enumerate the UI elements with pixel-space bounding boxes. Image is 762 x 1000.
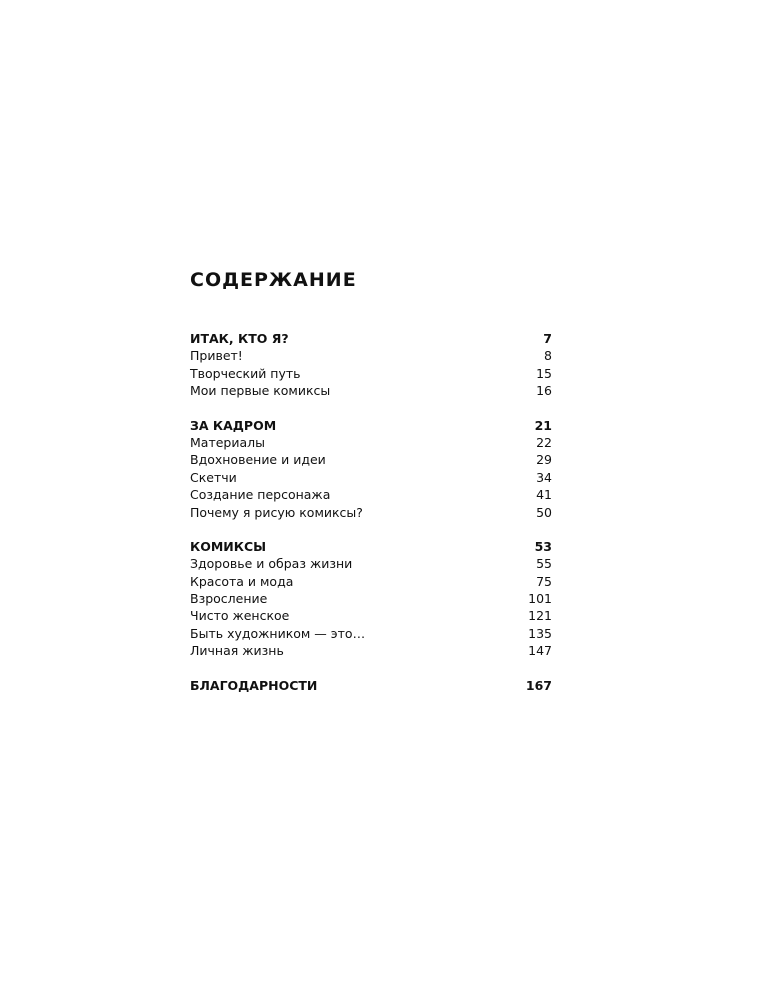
toc-entry-label: Почему я рисую комиксы? — [190, 504, 363, 520]
toc-page-number: 7 — [543, 331, 552, 346]
toc-entry[interactable] — [190, 504, 552, 521]
toc-entry[interactable] — [190, 469, 552, 486]
toc-heading-row[interactable] — [190, 538, 552, 555]
toc-section — [190, 330, 552, 400]
toc-entry[interactable] — [190, 642, 552, 659]
toc-entry-label: Создание персонажа — [190, 487, 331, 503]
toc-page-number: 8 — [544, 348, 552, 364]
toc-section — [190, 677, 552, 694]
toc-entry-label: Личная жизнь — [190, 643, 284, 659]
toc-heading-row[interactable] — [190, 330, 552, 347]
toc-entry-label: Скетчи — [190, 469, 237, 485]
toc-entry[interactable] — [190, 625, 552, 642]
toc-page-number: 22 — [536, 434, 552, 450]
toc-heading-label: БЛАГОДАРНОСТИ — [190, 677, 318, 693]
toc-entry[interactable] — [190, 555, 552, 572]
toc-page-number: 15 — [536, 365, 552, 381]
toc-entry[interactable] — [190, 365, 552, 382]
toc-entry[interactable] — [190, 347, 552, 364]
toc-entry-label: Красота и мода — [190, 573, 294, 589]
toc-entry-label: Привет! — [190, 348, 243, 364]
toc-heading-label: ИТАК, КТО Я? — [190, 331, 289, 346]
toc-page-number: 16 — [536, 383, 552, 399]
toc-entry-label: Здоровье и образ жизни — [190, 556, 353, 572]
toc-entry-label: Мои первые комиксы — [190, 383, 331, 399]
toc-page-number: 21 — [534, 417, 552, 433]
toc-entry[interactable] — [190, 607, 552, 624]
toc-heading-row[interactable] — [190, 677, 552, 694]
toc-page-number: 55 — [536, 556, 552, 572]
toc-heading-label: ЗА КАДРОМ — [190, 417, 277, 433]
toc-entry[interactable] — [190, 434, 552, 451]
toc-page-number: 53 — [534, 538, 552, 554]
toc-page-number: 29 — [536, 452, 552, 468]
toc-entry-label: Творческий путь — [190, 365, 301, 381]
toc-entry[interactable] — [190, 451, 552, 468]
toc-entry-label: Материалы — [190, 434, 265, 450]
toc-page-number: 41 — [536, 487, 552, 503]
toc-page-number: 34 — [536, 469, 552, 485]
toc-section — [190, 538, 552, 660]
toc-page-number: 121 — [528, 608, 552, 624]
toc-page-number: 75 — [536, 573, 552, 589]
toc-entry[interactable] — [190, 573, 552, 590]
toc-entry-label: Чисто женское — [190, 608, 290, 624]
toc-section — [190, 417, 552, 521]
toc-entry-label: Быть художником — это… — [190, 625, 366, 641]
page-title: СОДЕРЖАНИЕ — [190, 269, 357, 291]
toc-entry[interactable] — [190, 486, 552, 503]
toc-heading-row[interactable] — [190, 417, 552, 434]
toc-entry-label: Вдохновение и идеи — [190, 452, 326, 468]
toc-page-number: 135 — [528, 625, 552, 641]
toc-entry[interactable] — [190, 382, 552, 399]
toc-entry-label: Взросление — [190, 591, 268, 607]
toc-heading-label: КОМИКСЫ — [190, 538, 267, 554]
toc-page-number: 147 — [528, 643, 552, 659]
table-of-contents — [190, 330, 552, 711]
toc-entry[interactable] — [190, 590, 552, 607]
toc-page-number: 167 — [525, 677, 552, 693]
toc-page-number: 101 — [528, 591, 552, 607]
toc-page-number: 50 — [536, 504, 552, 520]
